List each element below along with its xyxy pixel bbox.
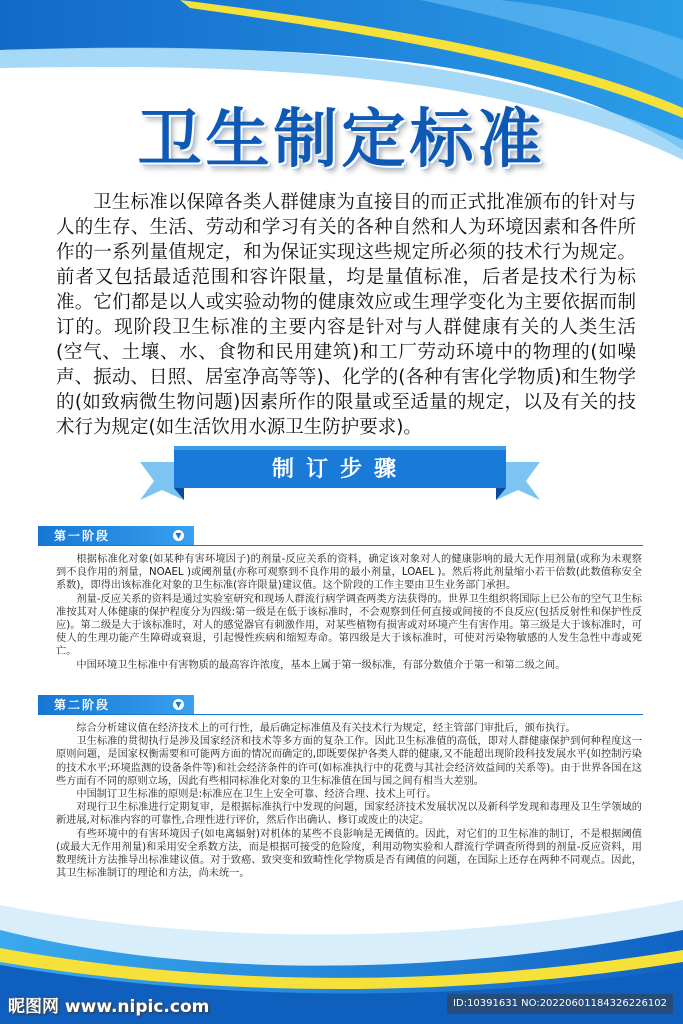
stage2-paragraph: 有些环境中的有害环境因子(如电离辐射)对机体的某些不良影响是无阈值的。因此，对它们的卫生标准的制订，不是根据阈值(或最大无作用剂量)和采用安全系数方法，而是根据可接受的危险度，利用动物实验和人群流行学调查所得到的剂量-反应资料，用数理统计方法推导出标准建议值。对于致癌、致突变和致畸性化学物质是否有阈值的问题，在国际上还存在两种不同观点。因此，其卫生标准制订的理论和方法，尚未统一。 xyxy=(56,828,642,880)
stage2-paragraph: 卫生标准的贯彻执行是涉及国家经济和技术等多方面的复杂工作。因此卫生标准值的高低，即对人群健康保护到何种程度这一原则问题，是国家权衡需要和可能两方面的情况而确定的,即既要保护各类人群的健康,又不能超出现阶段科技发展水平(如控制污染的技术水平;环境监测的设备条件等)和社会经济条件的许可(如标准执行中的花费与其社会经济效益间的关系等)。由于世界各国在这些方面有不同的原则立场，因此有些相同标准化对象的卫生标准值在国与国之间有相当大差别。 xyxy=(56,736,642,787)
image-id-watermark: ID:10391631 NO:20220601184326226102 xyxy=(447,994,673,1014)
stage1-body xyxy=(56,553,642,672)
chevron-down-icon: ▼ xyxy=(173,699,184,710)
stage2-divider xyxy=(38,714,643,715)
intro-paragraph: 卫生标准以保障各类人群健康为直接目的而正式批准颁布的针对与人的生存、生活、劳动和学习有关的各种自然和人为环境因素和各件所作的一系列量值规定，和为保证实现这些规定所必须的技术行为规定。前者又包括最适范围和容许限量，均是量值标准，后者是技术行为标准。它们都是以人或实验动物的健康效应或生理学变化为主要依据而制订的。现阶段卫生标准的主要内容是针对与人群健康有关的人类生活(空气、土壤、水、食物和民用建筑)和工厂劳动环境中的物理的(如噪声、振动、日照、居室净高等等)、化学的(各种有害化学物质)和生物学的(如致病微生物问题)因素所作的限量或至适量的规定，以及有关的技术行为规定(如生活饮用水源卫生防护要求)。 xyxy=(56,192,636,438)
stage1-paragraph: 剂量-反应关系的资料是通过实验室研究和现场人群流行病学调查两类方法获得的。世界卫生组织将国际上已公布的空气卫生标准按其对人体健康的保护程度分为四级:第一级是在低于该标准时，不会观察到任何直接或间接的不良反应(包括反射性和保护性反应)。第二级是大于该标准时，对人的感觉器官有刺激作用，对某些植物有损害或对环境产生有害作用。第三级是大于该标准时，可使人的生理功能产生障碍或衰退，引起慢性疾病和缩短寿命。第四级是大于该标准时，可使对污染物敏感的人发生急性中毒或死亡。 xyxy=(56,593,642,658)
stage1-divider xyxy=(38,545,643,546)
site-logo: 昵图网 www.nipic.com xyxy=(8,997,210,1017)
stage1-label: 第一阶段 xyxy=(54,529,111,543)
stage1-tab xyxy=(38,526,194,546)
chevron-down-icon: ▼ xyxy=(173,530,184,541)
stage2-body xyxy=(56,722,642,880)
stage1-paragraph: 根据标准化对象(如某种有害环境因子)的剂量-反应关系的资料，确定该对象对人的健康影响的最大无作用剂量(或称为未观察到不良作用的剂量，NOAEL )或阈剂量(亦称可观察到不良作用的最小剂量，LOAEL )。然后将此剂量缩小若干倍数(此数值称安全系数)，即得出该标准化对象的卫生标准(容许限量)建议值。这个阶段的工作主要由卫生业务部门承担。 xyxy=(56,554,642,592)
stage2-paragraph: 中国制订卫生标准的原则是:标准应在卫生上安全可靠、经济合理、技术上可行。 xyxy=(76,789,437,801)
stage2-label: 第二阶段 xyxy=(54,698,111,712)
stage2-tab xyxy=(38,695,194,715)
stage2-paragraph: 综合分析建议值在经济技术上的可行性，最后确定标准值及有关技术行为规定，经主管部门审批后，颁布执行。 xyxy=(76,723,576,734)
page-title: 卫生制定标准 xyxy=(137,103,546,177)
stage2-paragraph: 对现行卫生标准进行定期复审，是根据标准执行中发现的问题，国家经济技术发展状况以及新科学发现和毒理及卫生学领域的新进展,对标准内容的可靠性,合理性进行评价，然后作出确认、修订或废止的决定。 xyxy=(56,802,642,827)
section-heading: 制订步骤 xyxy=(271,457,408,482)
stage1-paragraph: 中国环境卫生标准中有害物质的最高容许浓度，基本上属于第一级标准，有部分数值介于第一和第二级之间。 xyxy=(76,659,566,671)
